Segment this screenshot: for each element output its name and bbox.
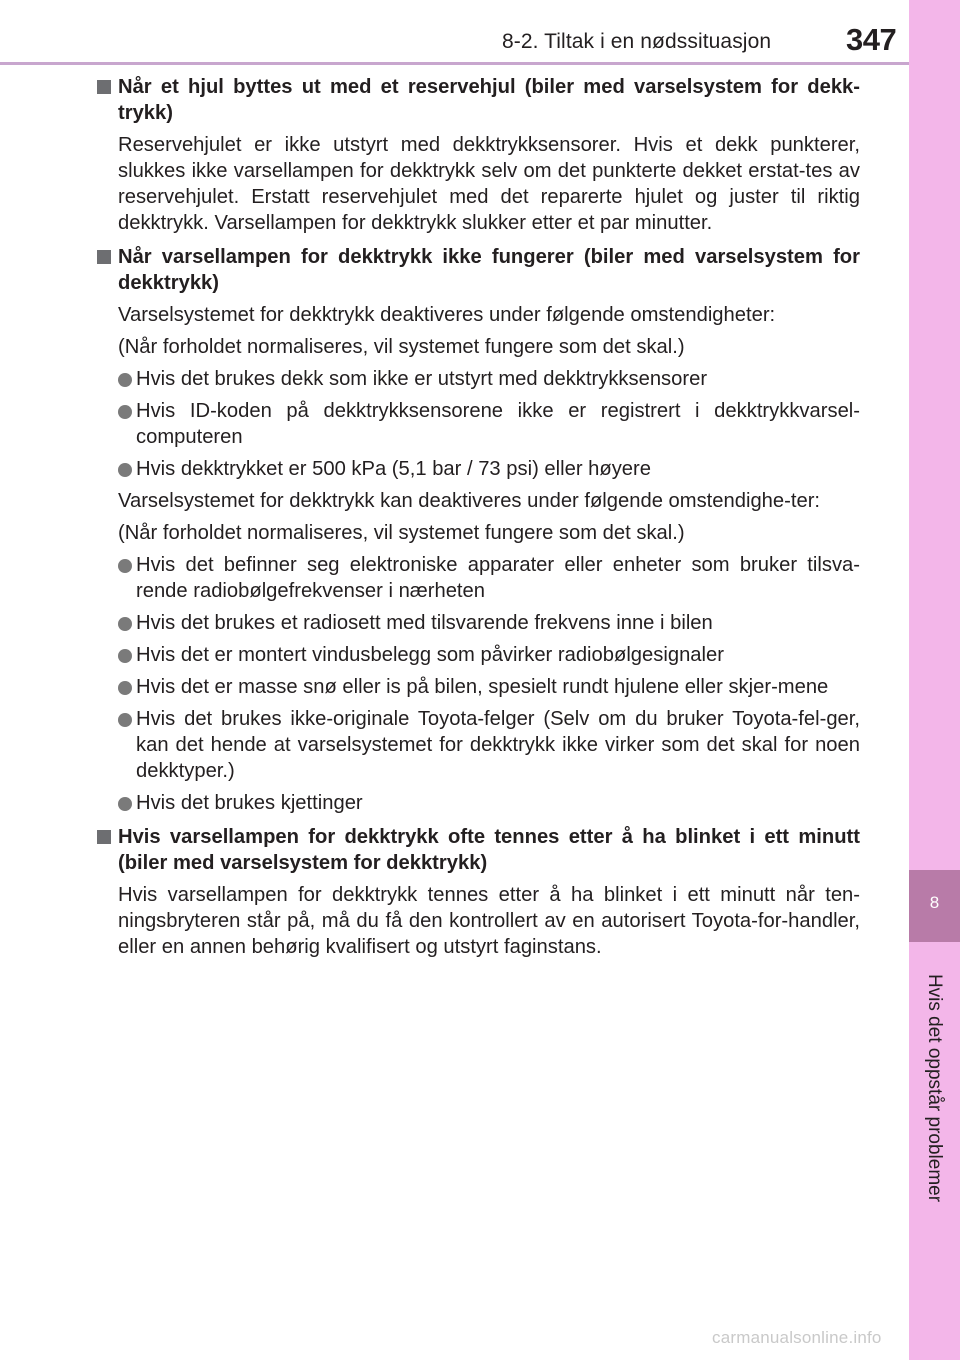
round-bullet-icon [118,649,132,663]
list-item-text: Hvis det befinner seg elektroniske apparater eller enheter som bruker tilsva-rende radiobølgefrekvenser i nærheten [136,554,860,602]
header-rule [0,62,910,65]
section-heading [96,244,860,296]
watermark: carmanualsonline.info [712,1328,882,1347]
chapter-number: 8 [929,893,940,912]
square-bullet-icon [97,80,111,94]
paragraph-note: (Når forholdet normaliseres, vil systemet fungere som det skal.) [118,522,685,544]
round-bullet-icon [118,797,132,811]
round-bullet-icon [118,405,132,419]
list-item [118,610,860,636]
section-heading [96,74,860,126]
chapter-title: Hvis det oppstår problemer [924,973,945,1203]
round-bullet-icon [118,559,132,573]
page-number: 347 [846,22,897,57]
paragraph-note: (Når forholdet normaliseres, vil systemet fungere som det skal.) [118,336,685,358]
list-item-text: Hvis det brukes kjettinger [136,792,363,814]
list-item [118,790,860,816]
heading-text: Når et hjul byttes ut med et reservehjul (biler med varselsystem for dekk-trykk) [118,76,860,124]
list-item [118,674,860,700]
section-title: 8-2. Tiltak i en nødssituasjon [502,30,772,53]
paragraph: Varselsystemet for dekktrykk deaktiveres under følgende omstendigheter: [118,304,776,326]
list-item-text: Hvis det er masse snø eller is på bilen, spesielt rundt hjulene eller skjer-mene [136,676,829,698]
square-bullet-icon [97,830,111,844]
list-item-text: Hvis dekktrykket er 500 kPa (5,1 bar / 73 psi) eller høyere [136,458,651,480]
paragraph: Varselsystemet for dekktrykk kan deaktiveres under følgende omstendighe-ter: [118,490,821,512]
list-item-text: Hvis det brukes et radiosett med tilsvarende frekvens inne i bilen [136,612,713,634]
round-bullet-icon [118,681,132,695]
list-item [118,456,860,482]
list-item-text: Hvis det brukes ikke-originale Toyota-felger (Selv om du bruker Toyota-fel-ger, kan det hende at varselsystemet for dekktrykk ikke virker som det skal for noen dekktyper.) [136,708,860,782]
heading-text: Hvis varsellampen for dekktrykk ofte tennes etter å ha blinket i ett minutt (biler med varselsystem for dekktrykk) [118,826,860,874]
list-item [118,366,860,392]
paragraph: Hvis varsellampen for dekktrykk tennes etter å ha blinket i ett minutt når ten-ningsbryteren står på, må du få den kontrollert av en autorisert Toyota-for-handler, eller en annen behørig kvalifisert og utstyrt faginstans. [118,884,860,958]
round-bullet-icon [118,617,132,631]
section-heading [96,824,860,876]
round-bullet-icon [118,463,132,477]
square-bullet-icon [97,250,111,264]
round-bullet-icon [118,713,132,727]
list-item-text: Hvis det brukes dekk som ikke er utstyrt med dekktrykksensorer [136,368,708,390]
page-content [96,74,860,966]
list-item [118,398,860,450]
paragraph: Reservehjulet er ikke utstyrt med dekktrykksensorer. Hvis et dekk punkterer, slukkes ikke varsellampen for dekktrykk selv om det punkterte dekket erstat-tes av reservehjulet. Erstatt reservehjulet med det reparerte hjulet og juster til riktig dekktrykk. Varsellampen for dekktrykk slukker etter et par minutter. [118,134,860,234]
list-item [118,706,860,784]
heading-text: Når varsellampen for dekktrykk ikke fungerer (biler med varselsystem for dekktrykk) [118,246,860,294]
list-item [118,642,860,668]
list-item [118,552,860,604]
round-bullet-icon [118,373,132,387]
list-item-text: Hvis ID-koden på dekktrykksensorene ikke er registrert i dekktrykkvarsel-computeren [136,400,860,448]
list-item-text: Hvis det er montert vindusbelegg som påvirker radiobølgesignaler [136,644,724,666]
